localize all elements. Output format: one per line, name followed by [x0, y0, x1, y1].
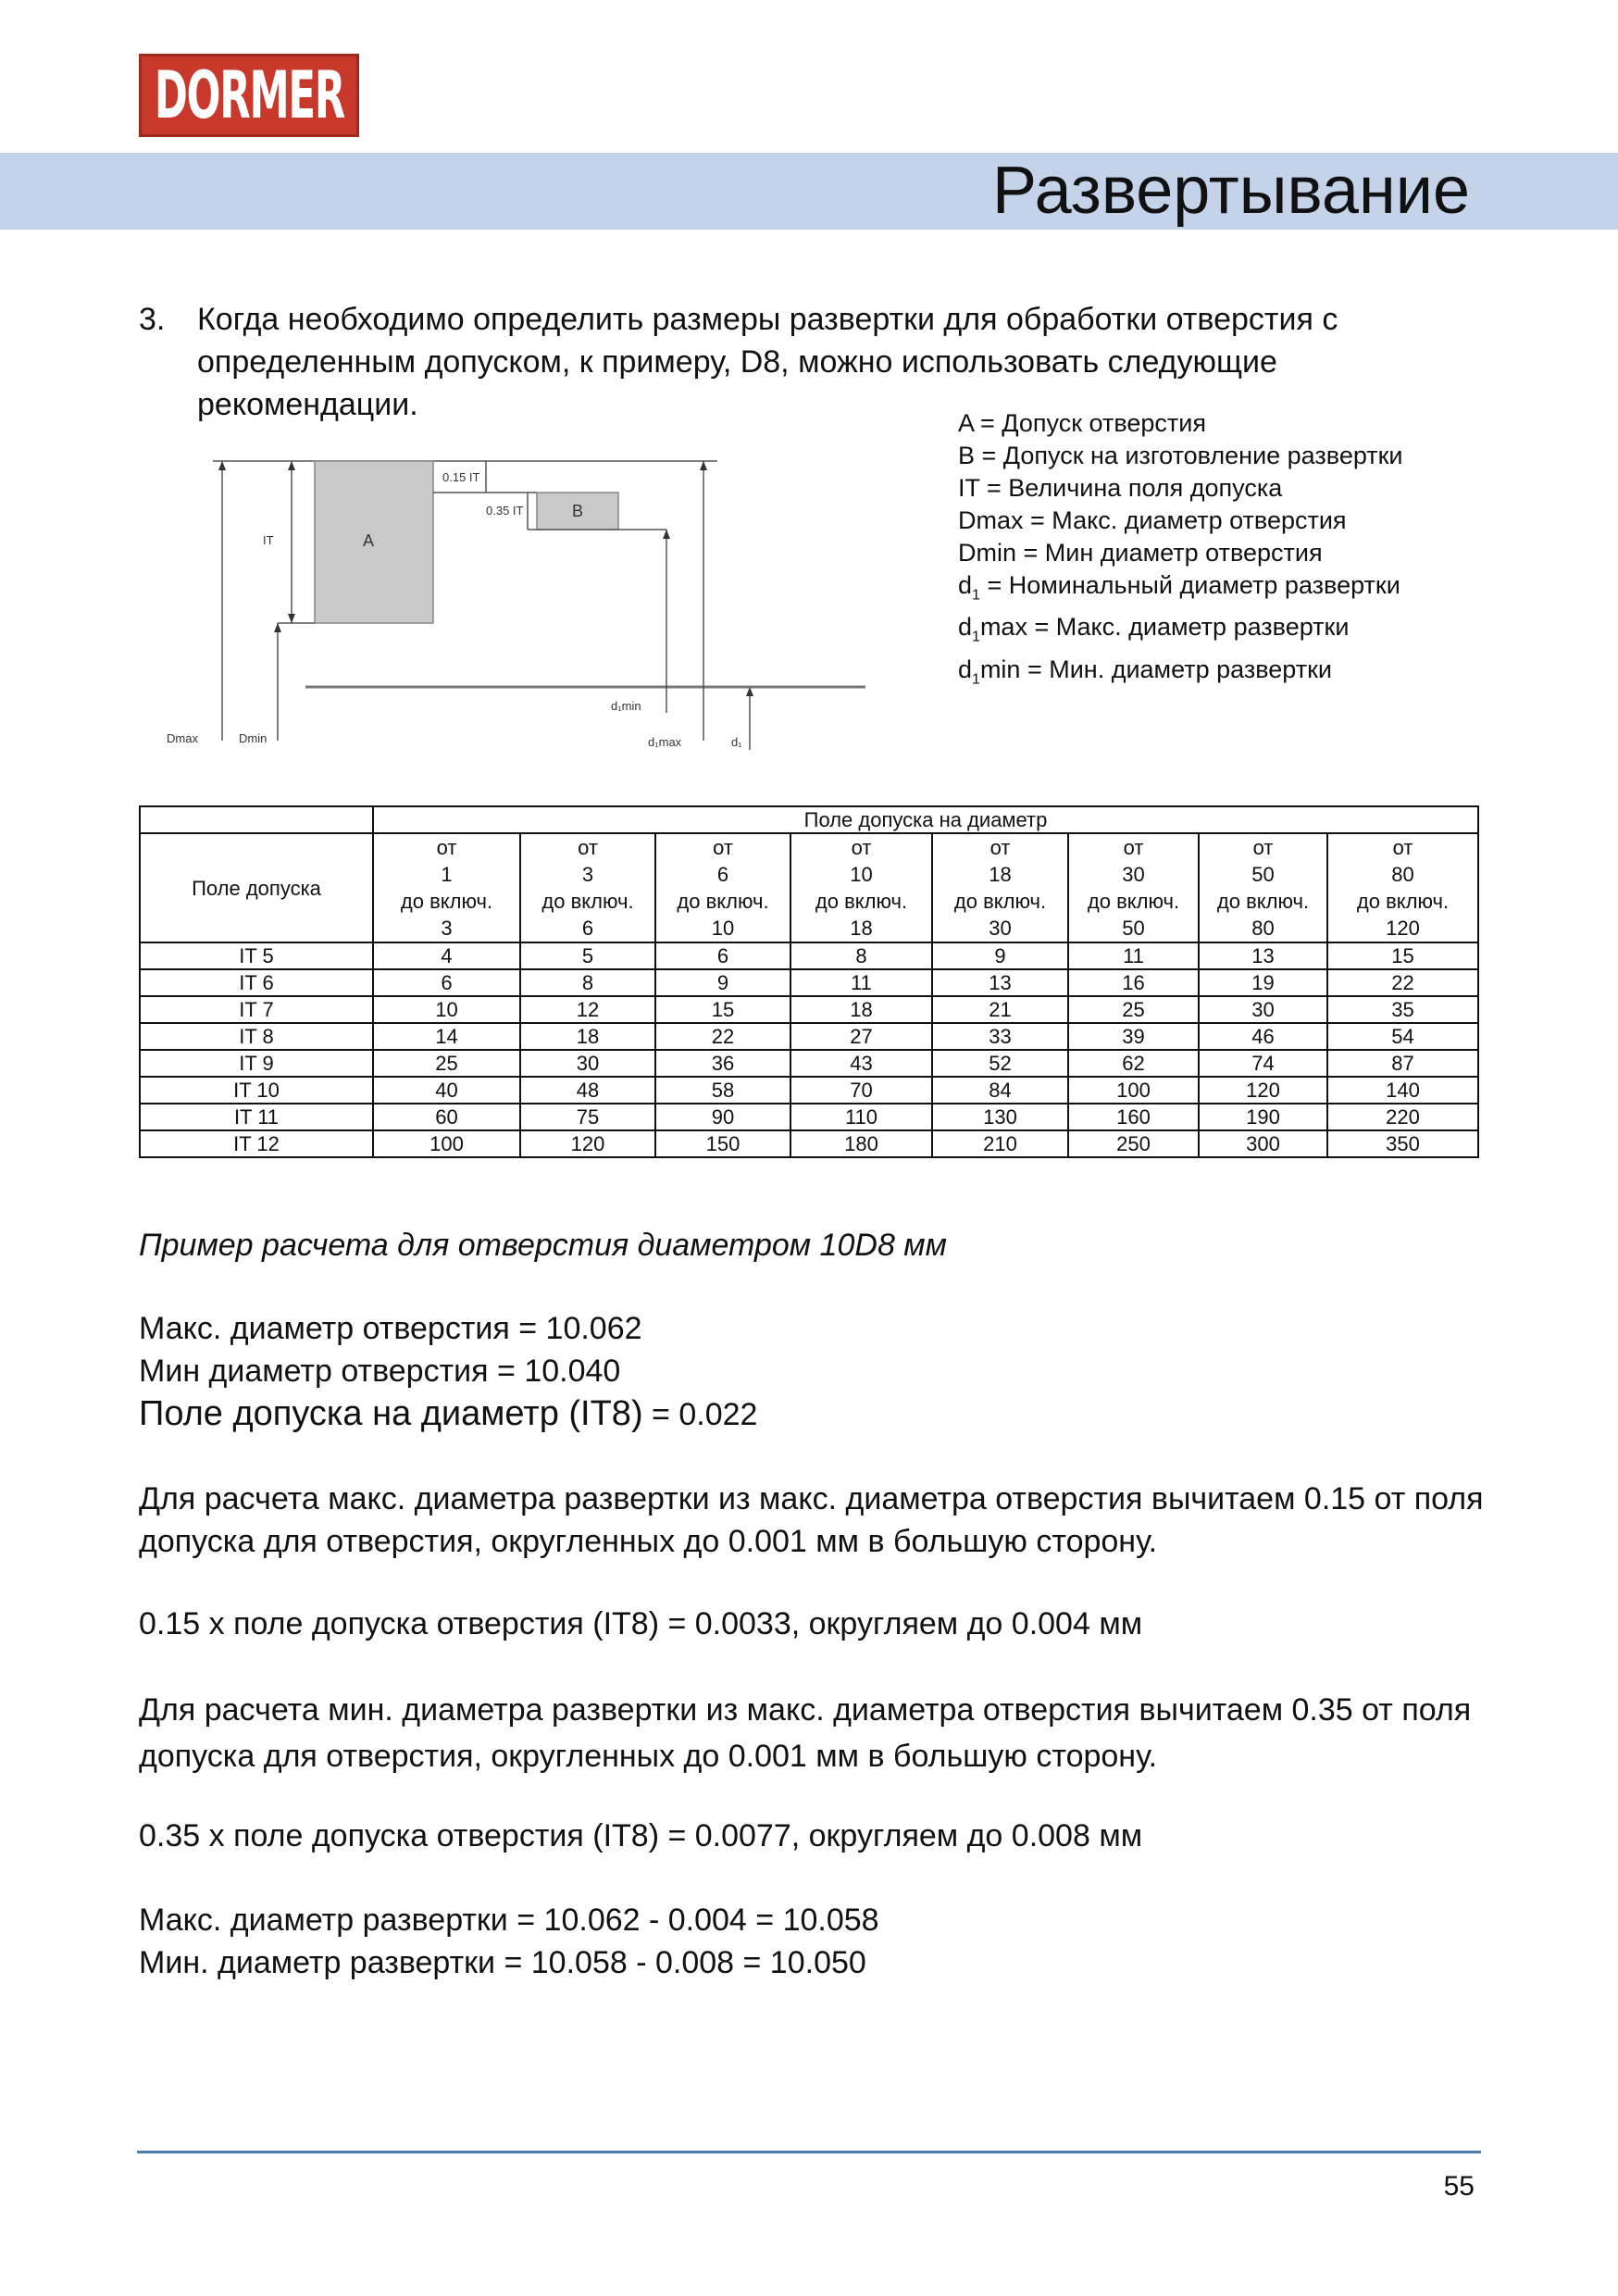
d1max-label: d₁max	[648, 735, 682, 749]
dormer-logo	[139, 54, 359, 137]
table-cell: 160	[1068, 1104, 1199, 1130]
table-cell: 87	[1327, 1050, 1478, 1077]
range-from: 50	[1251, 863, 1275, 886]
range-to-word: до включ.	[1356, 890, 1450, 913]
tolerance-table	[139, 805, 1479, 1158]
legend-dmin: Dmin = Мин диаметр отверстия	[958, 539, 1323, 567]
table-cell: 180	[790, 1130, 932, 1157]
table-corner-cell	[140, 806, 373, 833]
range-to-word: до включ.	[815, 890, 908, 913]
tolerance-value: = 0.022	[642, 1397, 758, 1432]
table-cell: 16	[1068, 969, 1199, 996]
table-cell: 11	[1068, 942, 1199, 969]
range-from-word: от	[1123, 836, 1144, 859]
offset-015-label: 0.15 IT	[442, 470, 480, 484]
table-cell: 19	[1199, 969, 1327, 996]
dmax-arrow	[218, 461, 226, 470]
table-row-label: IT 5	[140, 942, 373, 969]
legend-d1max-letter: d	[958, 613, 973, 642]
table-cell: 54	[1327, 1023, 1478, 1050]
table-cell: 22	[655, 1023, 790, 1050]
it-label: IT	[263, 533, 274, 547]
table-row	[140, 969, 1478, 996]
table-range-header	[790, 833, 932, 942]
table-cell: 100	[1068, 1077, 1199, 1104]
legend-d1	[958, 569, 1403, 611]
range-from: 1	[441, 863, 453, 886]
table-cell: 250	[1068, 1130, 1199, 1157]
table-cell: 150	[655, 1130, 790, 1157]
intro-text: Когда необходимо определить размеры развертки для обработки отверстия с определенным допуском, к примеру, D8, можно использовать следующие рекомендации.	[197, 302, 1338, 422]
range-from-word: от	[989, 836, 1011, 859]
table-cell: 35	[1327, 996, 1478, 1023]
legend-d1max	[958, 611, 1403, 653]
min-reamer-text: Для расчета мин. диаметра развертки из макс. диаметра отверстия вычитаем 0.35 от поля допуска для отверстия, округленных до 0.001 мм в большую сторону.	[139, 1692, 1472, 1774]
page-title: Развертывание	[991, 154, 1470, 228]
table-range-header	[520, 833, 655, 942]
table-range-header	[1327, 833, 1478, 942]
table-cell: 9	[932, 942, 1068, 969]
tolerance-diagram	[148, 444, 889, 759]
table-cell: 6	[655, 942, 790, 969]
d1-label: d₁	[731, 735, 742, 749]
range-to: 18	[850, 917, 873, 940]
table-cell: 8	[790, 942, 932, 969]
legend-d1min-letter: d	[958, 655, 973, 683]
legend-b: B = Допуск на изготовление развертки	[958, 442, 1403, 469]
range-to: 30	[989, 917, 1012, 940]
calc-035-text: 0.35 x поле допуска отверстия (IT8) = 0.0077, округляем до 0.008 мм	[139, 1818, 1143, 1853]
range-to-word: до включ.	[677, 890, 769, 913]
table-cell: 25	[1068, 996, 1199, 1023]
table-range-header	[1068, 833, 1199, 942]
table-group-header: Поле допуска на диаметр	[373, 806, 1478, 833]
table-cell: 11	[790, 969, 932, 996]
table-cell: 12	[520, 996, 655, 1023]
table-cell: 25	[373, 1050, 520, 1077]
range-to-word: до включ.	[1087, 890, 1180, 913]
table-row	[140, 1077, 1478, 1104]
table-cell: 220	[1327, 1104, 1478, 1130]
it-arrow-top	[288, 461, 295, 470]
range-from-word: от	[578, 836, 598, 859]
result-min-reamer: Мин. диаметр развертки = 10.058 - 0.008 = 10.050	[139, 1945, 866, 1980]
table-range-header	[373, 833, 520, 942]
dmin-arrow	[274, 623, 281, 632]
table-row-label: IT 12	[140, 1130, 373, 1157]
calc-035-line	[139, 1815, 1509, 1857]
range-to: 50	[1122, 917, 1145, 940]
table-cell: 210	[932, 1130, 1068, 1157]
table-row	[140, 1050, 1478, 1077]
legend-d1-sub: 1	[972, 587, 980, 604]
range-to-word: до включ.	[953, 890, 1047, 913]
table-cell: 4	[373, 942, 520, 969]
table-row	[140, 942, 1478, 969]
results-block	[139, 1899, 1509, 1984]
table-cell: 48	[520, 1077, 655, 1104]
table-cell: 5	[520, 942, 655, 969]
page-number: 55	[1443, 2171, 1475, 2202]
table-cell: 18	[520, 1023, 655, 1050]
tolerance-line	[139, 1392, 1509, 1436]
table-cell: 75	[520, 1104, 655, 1130]
range-from: 80	[1391, 863, 1414, 886]
dmax-label: Dmax	[167, 731, 198, 745]
range-from: 3	[581, 863, 594, 886]
range-from-word: от	[436, 836, 457, 859]
table-cell: 58	[655, 1077, 790, 1104]
table-cell: 140	[1327, 1077, 1478, 1104]
d1max-arrow	[700, 461, 707, 470]
d1min-arrow	[663, 530, 670, 539]
legend-a: A = Допуск отверстия	[958, 409, 1206, 437]
legend-d1max-text: max = Макс. диаметр развертки	[979, 613, 1350, 642]
dmin-label: Dmin	[239, 731, 268, 745]
table-cell: 10	[373, 996, 520, 1023]
table-cell: 13	[1199, 942, 1327, 969]
table-cell: 40	[373, 1077, 520, 1104]
range-to-word: до включ.	[541, 890, 634, 913]
it-arrow-bottom	[288, 614, 295, 623]
table-range-header-row	[140, 833, 1478, 942]
legend-it: IT = Величина поля допуска	[958, 474, 1283, 502]
table-cell: 130	[932, 1104, 1068, 1130]
table-row-header: Поле допуска	[140, 833, 373, 942]
max-hole-diameter: Макс. диаметр отверстия = 10.062	[139, 1311, 642, 1346]
table-cell: 100	[373, 1130, 520, 1157]
table-row-label: IT 7	[140, 996, 373, 1023]
table-cell: 8	[520, 969, 655, 996]
table-cell: 190	[1199, 1104, 1327, 1130]
range-from-word: от	[1252, 836, 1274, 859]
table-cell: 120	[520, 1130, 655, 1157]
table-cell: 43	[790, 1050, 932, 1077]
legend-d1-letter: d	[958, 571, 973, 599]
calc-015-text: 0.15 x поле допуска отверстия (IT8) = 0.0033, округляем до 0.004 мм	[139, 1606, 1143, 1641]
d1min-label: d₁min	[611, 699, 641, 713]
range-to: 120	[1386, 917, 1420, 940]
legend-d1min-text: min = Мин. диаметр развертки	[979, 655, 1332, 683]
hole-values-block	[139, 1307, 1509, 1436]
table-row	[140, 1104, 1478, 1130]
legend-d1max-sub: 1	[972, 629, 980, 645]
range-from: 10	[850, 863, 873, 886]
tolerance-label: Поле допуска на диаметр (IT8)	[139, 1394, 643, 1433]
range-to: 3	[441, 917, 453, 940]
logo-text: DORMER	[154, 57, 344, 133]
table-cell: 74	[1199, 1050, 1327, 1077]
title-bar	[0, 153, 1618, 230]
legend-d1-text: = Номинальный диаметр развертки	[979, 571, 1400, 599]
table-group-header-row	[140, 806, 1478, 833]
table-range-header	[1199, 833, 1327, 942]
range-to: 10	[711, 917, 735, 940]
table-cell: 62	[1068, 1050, 1199, 1077]
table-range-header	[655, 833, 790, 942]
footer-divider	[137, 2151, 1481, 2153]
table-cell: 22	[1327, 969, 1478, 996]
range-to-word: до включ.	[1216, 890, 1310, 913]
table-cell: 300	[1199, 1130, 1327, 1157]
intro-number: 3.	[139, 302, 166, 337]
table-cell: 33	[932, 1023, 1068, 1050]
min-hole-diameter: Мин диаметр отверстия = 10.040	[139, 1354, 621, 1389]
max-reamer-text: Для расчета макс. диаметра развертки из макс. диаметра отверстия вычитаем 0.15 от поля допуска для отверстия, округленных до 0.001 мм в большую сторону.	[139, 1481, 1484, 1559]
table-cell: 70	[790, 1077, 932, 1104]
range-from-word: от	[1392, 836, 1413, 859]
table-cell: 14	[373, 1023, 520, 1050]
table-range-header	[932, 833, 1068, 942]
legend	[958, 407, 1403, 695]
table-row	[140, 1130, 1478, 1157]
table-cell: 110	[790, 1104, 932, 1130]
table-cell: 350	[1327, 1130, 1478, 1157]
range-from: 6	[716, 863, 729, 886]
table-cell: 36	[655, 1050, 790, 1077]
calc-015-line	[139, 1603, 1509, 1645]
max-reamer-paragraph	[139, 1478, 1509, 1563]
table-cell: 18	[790, 996, 932, 1023]
legend-d1min-sub: 1	[972, 671, 980, 688]
table-cell: 120	[1199, 1077, 1327, 1104]
table-cell: 13	[932, 969, 1068, 996]
range-from-word: от	[713, 836, 733, 859]
table-cell: 6	[373, 969, 520, 996]
table-row	[140, 1023, 1478, 1050]
table-cell: 52	[932, 1050, 1068, 1077]
table-cell: 21	[932, 996, 1068, 1023]
offset-035-label: 0.35 IT	[486, 504, 524, 518]
table-cell: 46	[1199, 1023, 1327, 1050]
range-to-word: до включ.	[400, 890, 493, 913]
table-cell: 84	[932, 1077, 1068, 1104]
table-cell: 9	[655, 969, 790, 996]
range-from: 30	[1122, 863, 1145, 886]
table-cell: 39	[1068, 1023, 1199, 1050]
example-heading	[139, 1224, 1509, 1267]
legend-d1min	[958, 654, 1403, 695]
table-cell: 30	[1199, 996, 1327, 1023]
table-row-label: IT 8	[140, 1023, 373, 1050]
table-cell: 90	[655, 1104, 790, 1130]
result-max-reamer: Макс. диаметр развертки = 10.062 - 0.004 = 10.058	[139, 1903, 879, 1938]
table-cell: 27	[790, 1023, 932, 1050]
range-to: 80	[1251, 917, 1275, 940]
table-row-label: IT 10	[140, 1077, 373, 1104]
range-to: 6	[581, 917, 594, 940]
table-row-label: IT 9	[140, 1050, 373, 1077]
range-from-word: от	[851, 836, 872, 859]
range-from: 18	[989, 863, 1012, 886]
table-row	[140, 996, 1478, 1023]
zone-a-label: A	[363, 531, 375, 550]
table-cell: 30	[520, 1050, 655, 1077]
legend-dmax: Dmax = Макс. диаметр отверстия	[958, 506, 1347, 534]
example-heading-text: Пример расчета для отверстия диаметром 10D8 мм	[139, 1228, 947, 1263]
table-cell: 15	[1327, 942, 1478, 969]
table-row-label: IT 6	[140, 969, 373, 996]
min-reamer-paragraph	[139, 1687, 1509, 1779]
table-cell: 60	[373, 1104, 520, 1130]
zone-b-label: B	[572, 502, 584, 520]
table-row-label: IT 11	[140, 1104, 373, 1130]
table-cell: 15	[655, 996, 790, 1023]
